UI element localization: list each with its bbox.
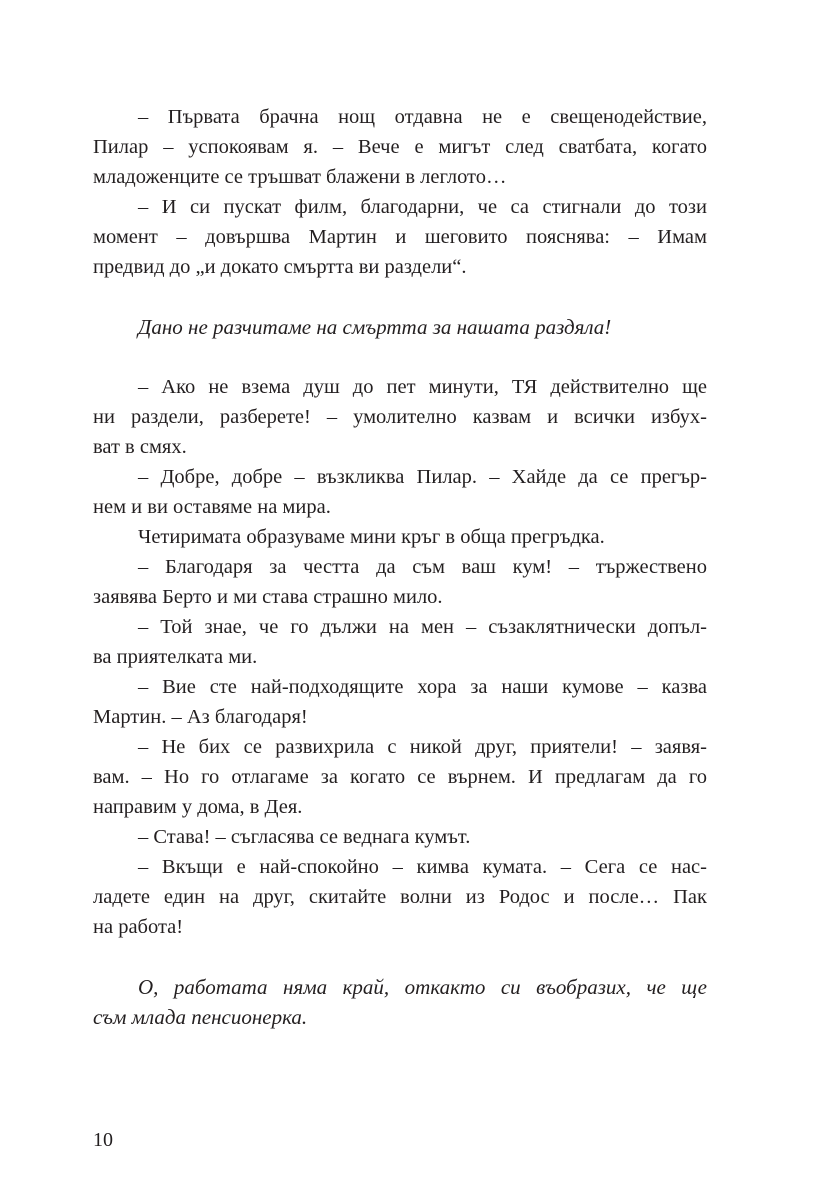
text-line: – Добре, добре – възкликва Пилар. – Хайде да се прегър- [138, 466, 707, 488]
text-line: направим у дома, в Дея. [93, 796, 303, 818]
text-line: младоженците се тръшват блажени в леглото… [93, 166, 507, 188]
text-line: заявява Берто и ми става страшно мило. [93, 586, 443, 608]
text-line: – Става! – съгласява се веднага кумът. [138, 826, 471, 848]
text-line: предвид до „и докато смъртта ви раздели“. [93, 256, 467, 278]
text-line: нем и ви оставяме на мира. [93, 496, 331, 518]
text-line: Четиримата образуваме мини кръг в обща прегръдка. [138, 526, 605, 548]
italic-thought-line: Дано не разчитаме на смъртта за нашата раздяла! [138, 315, 612, 339]
text-line: – Не бих се развихрила с никой друг, приятели! – заявя- [138, 736, 707, 758]
text-line: вам. – Но го отлагаме за когато се върнем. И предлагам да го [93, 766, 707, 788]
text-line: – Вие сте най-подходящите хора за наши кумове – казва [138, 676, 707, 698]
text-line: – Вкъщи е най-спокойно – кимва кумата. – Сега се нас- [138, 856, 707, 878]
blank-line [93, 282, 707, 312]
text-line: – Ако не взема душ до пет минути, ТЯ действително ще [138, 376, 707, 398]
text-line: – И си пускат филм, благодарни, че са стигнали до този [138, 196, 707, 218]
text-line: ват в смях. [93, 436, 187, 458]
page-number: 10 [93, 1129, 113, 1151]
text-line: ладете един на друг, скитайте волни из Родос и после… Пак [93, 886, 707, 908]
italic-thought-line: съм млада пенсионерка. [93, 1005, 308, 1029]
text-line: ва приятелката ми. [93, 646, 258, 668]
text-line: на работа! [93, 916, 184, 938]
text-line: момент – довършва Мартин и шеговито пояснява: – Имам [93, 226, 707, 248]
text-line: ни раздели, разберете! – умолително казвам и всички избух- [93, 406, 707, 428]
text-line: – Той знае, че го дължи на мен – съзаклятнически допъл- [138, 616, 707, 638]
page-text [93, 102, 707, 1032]
italic-thought-line: О, работата няма край, откакто си въобразих, че ще [138, 975, 707, 999]
text-line: Пилар – успокоявам я. – Вече е мигът след сватбата, когато [93, 136, 707, 158]
blank-line [93, 942, 707, 972]
text-line: Мартин. – Аз благодаря! [93, 706, 308, 728]
text-line: – Благодаря за честта да съм ваш кум! – тържествено [138, 556, 707, 578]
blank-line [93, 342, 707, 372]
text-line: – Първата брачна нощ отдавна не е свещенодействие, [138, 106, 707, 128]
